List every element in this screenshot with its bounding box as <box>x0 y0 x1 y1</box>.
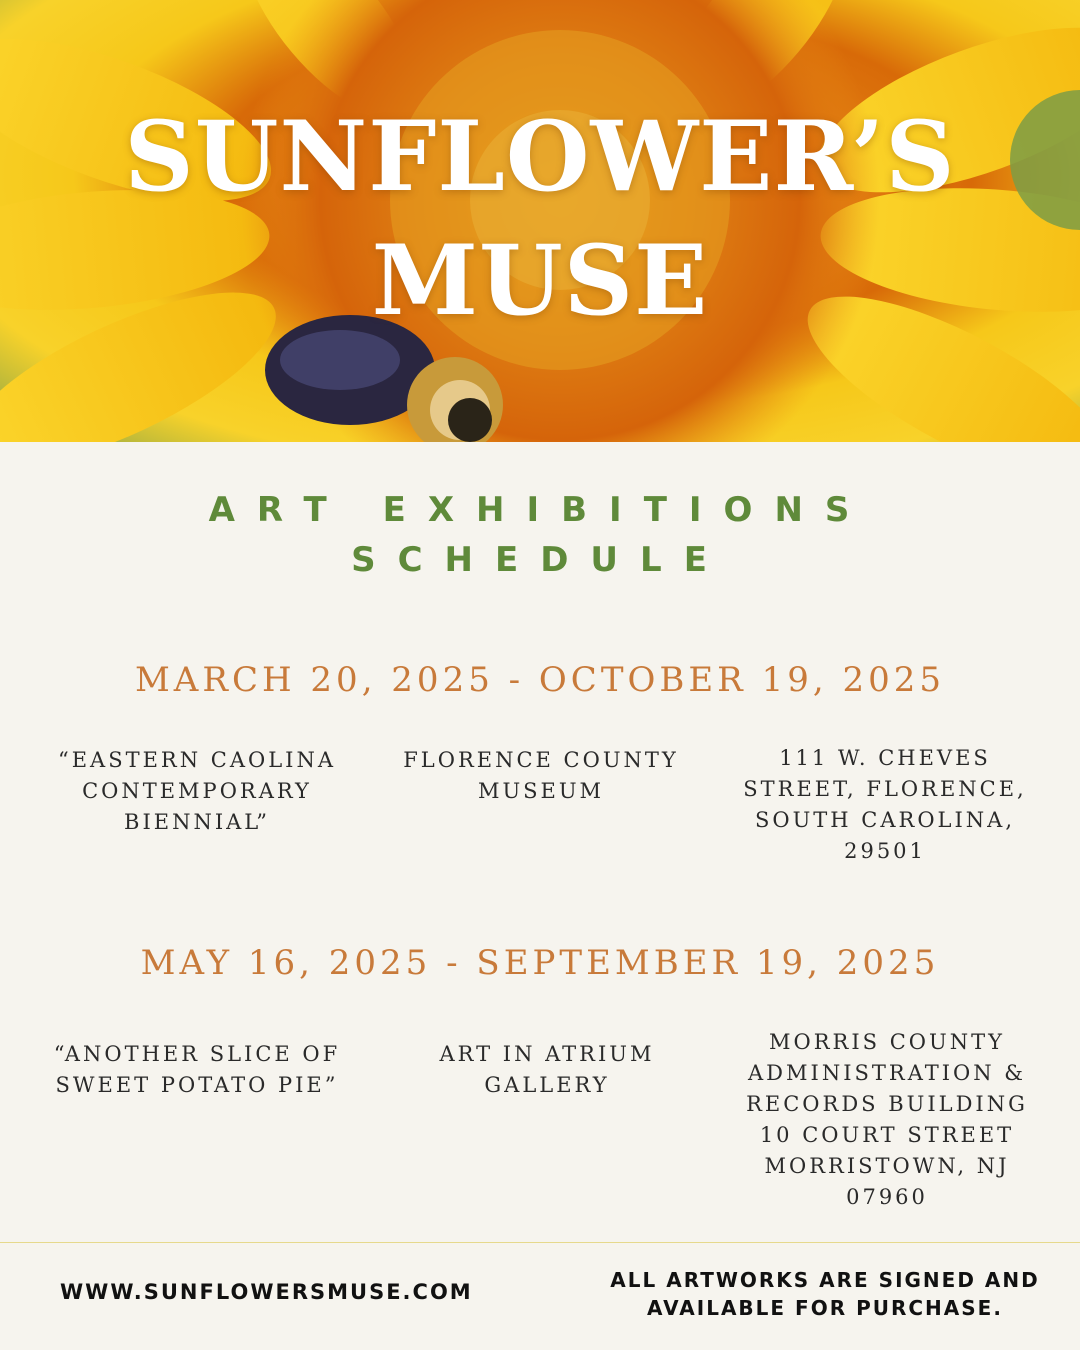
exhibition-address-line: 29501 <box>844 839 926 863</box>
exhibition-title-line: “EASTERN CAOLINA <box>57 748 337 772</box>
exhibition-title-line: SWEET POTATO PIE” <box>55 1073 339 1097</box>
hero-title-line2: MUSE <box>371 224 709 337</box>
exhibition-address-line: ADMINISTRATION & <box>748 1061 1026 1085</box>
exhibition-address-line: MORRISTOWN, NJ <box>764 1154 1010 1178</box>
exhibition-address-line: 111 W. CHEVES <box>779 746 991 770</box>
exhibition-address-line: SOUTH CAROLINA, <box>754 808 1015 832</box>
website-link[interactable]: WWW.SUNFLOWERSMUSE.COM <box>60 1280 473 1304</box>
exhibition-venue <box>384 745 698 807</box>
purchase-note-line: AVAILABLE FOR PURCHASE. <box>647 1296 1003 1320</box>
hero-image <box>0 0 1080 442</box>
exhibition-venue-line: MUSEUM <box>477 779 605 803</box>
exhibition-address-line: 10 COURT STREET <box>759 1123 1015 1147</box>
exhibition-address <box>728 743 1042 867</box>
exhibition-address-line: STREET, FLORENCE, <box>743 777 1027 801</box>
exhibition-title-line: CONTEMPORARY <box>82 779 312 803</box>
exhibition-title <box>40 745 354 838</box>
exhibition-address <box>730 1027 1044 1213</box>
exhibition-address-line: MORRIS COUNTY <box>769 1030 1005 1054</box>
exhibition-title <box>40 1039 354 1101</box>
exhibition-venue <box>390 1039 704 1101</box>
exhibition-venue-line: FLORENCE COUNTY <box>403 748 679 772</box>
exhibition-dates: MARCH 20, 2025 - OCTOBER 19, 2025 <box>134 660 945 700</box>
exhibition-address-line: RECORDS BUILDING <box>746 1092 1028 1116</box>
exhibition-venue-line: GALLERY <box>484 1073 610 1097</box>
schedule-heading-line1: ART EXHIBITIONS <box>208 490 872 530</box>
footer-divider <box>0 1242 1080 1243</box>
exhibition-address-line: 07960 <box>846 1185 928 1209</box>
hero-title-line1: SUNFLOWER’S <box>124 100 956 213</box>
exhibition-title-line: “ANOTHER SLICE OF <box>53 1042 341 1066</box>
exhibition-dates: MAY 16, 2025 - SEPTEMBER 19, 2025 <box>140 943 940 983</box>
exhibition-title-line: BIENNIAL” <box>124 810 270 834</box>
schedule-heading-line2: SCHEDULE <box>351 540 729 580</box>
exhibition-venue-line: ART IN ATRIUM <box>439 1042 655 1066</box>
purchase-note <box>610 1266 1040 1322</box>
sunflower-illustration <box>0 0 1080 442</box>
purchase-note-line: ALL ARTWORKS ARE SIGNED AND <box>610 1268 1040 1292</box>
